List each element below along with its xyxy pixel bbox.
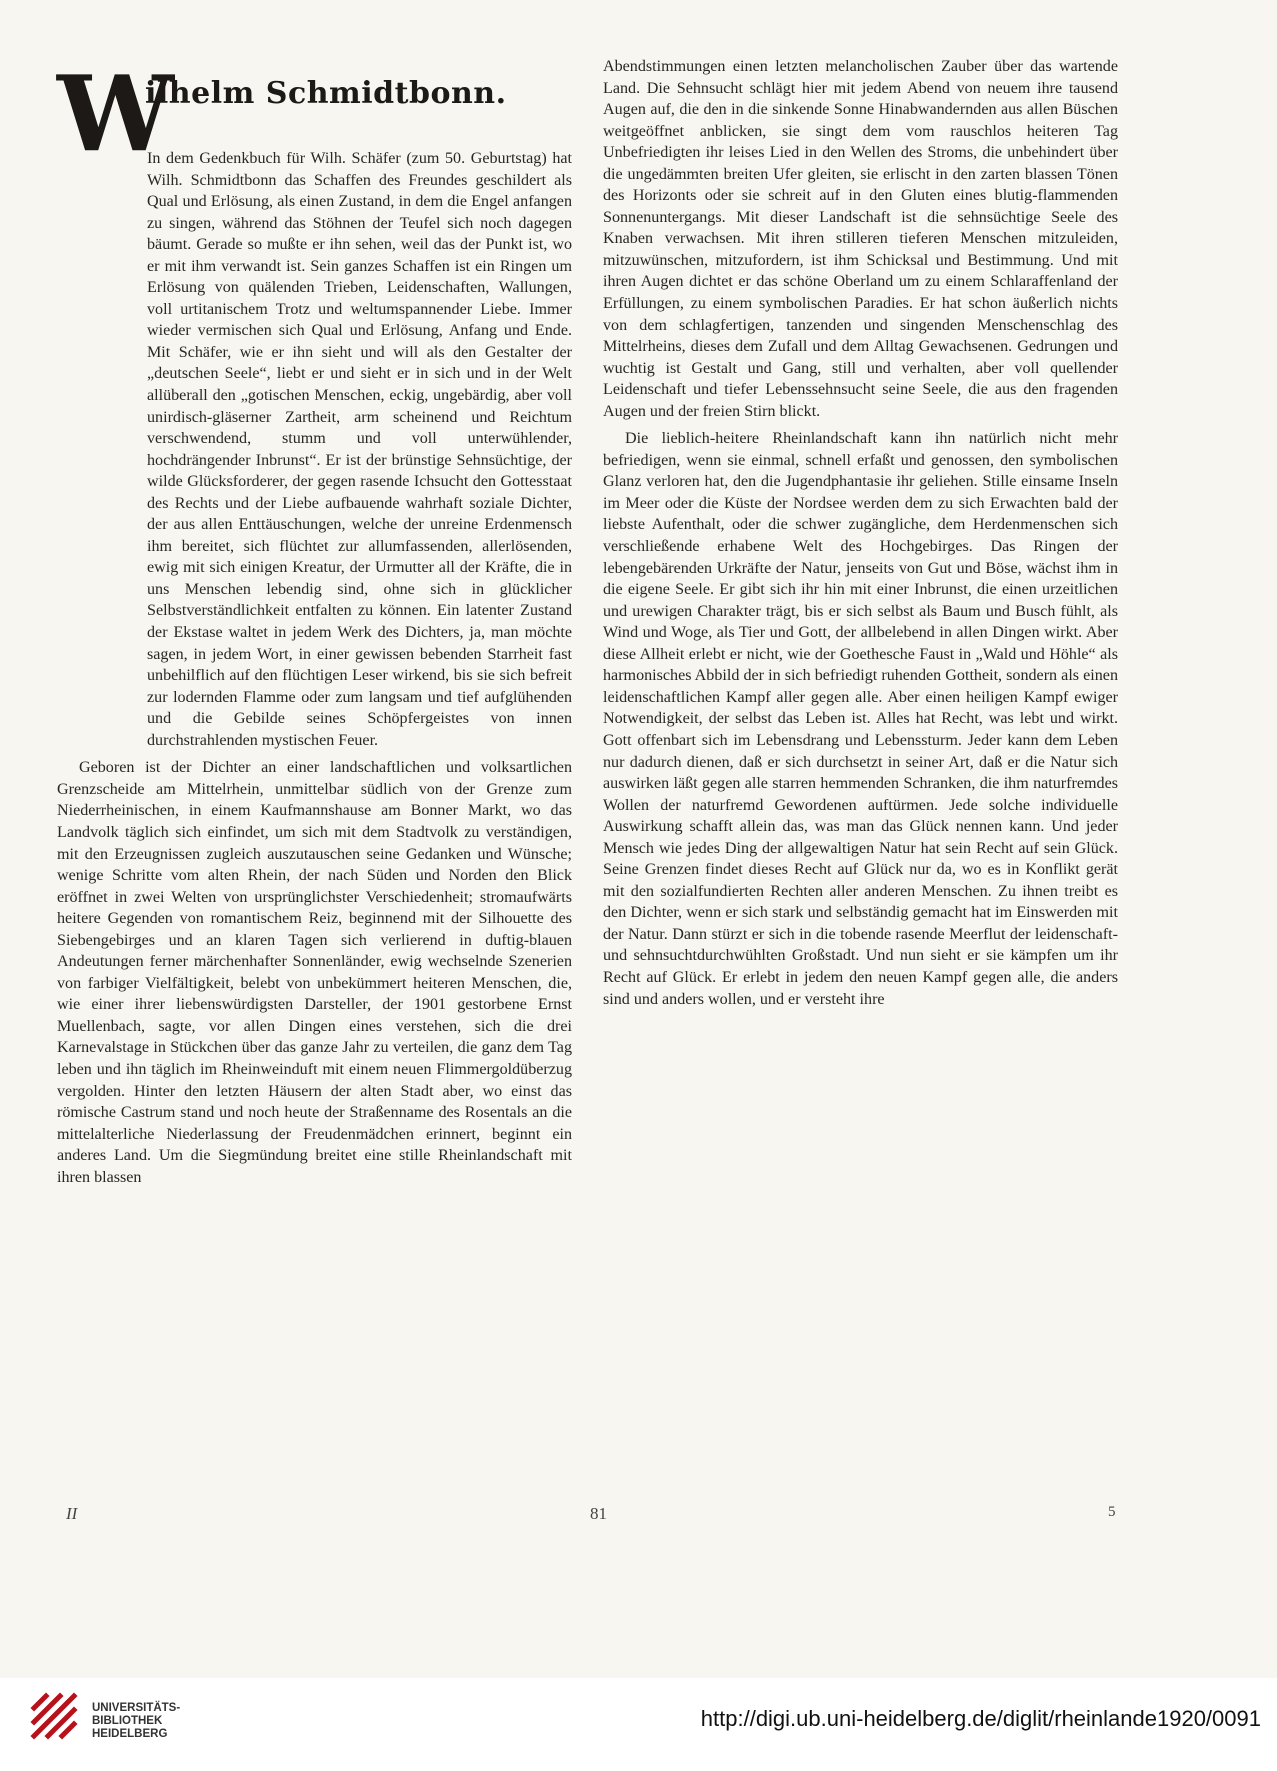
signature-mark: II: [66, 1504, 78, 1523]
library-name-line: HEIDELBERG: [92, 1728, 168, 1740]
left-column: [57, 148, 572, 1188]
dropcap-initial: W: [57, 52, 174, 175]
library-logo-icon: [30, 1692, 80, 1742]
paragraph: Die lieblich-heitere Rheinlandschaft kann ihn natürlich nicht mehr befriedigen, wenn sie einmal, schnell erfaßt und genossen, den symbolischen Glanz verloren hat, den die Jugendphantasie ihr geliehen. Stille einsame Inseln im Meer oder die Küste der Nordsee werden dem zu sich Erwachten bald der liebste Aufenthalt, oder die schwer zugängliche, dem Herdenmenschen sich verschließende erhabene Welt des Hochgebirges. Das Ringen der lebengebärenden Urkräfte der Natur, jenseits von Gut und Böse, wächst ihm in die eigene Seele. Er gibt sich ihr hin mit einer Inbrunst, die einen urzeitlichen und urewigen Charakter trägt, bis er sich selbst als Baum und Busch fühlt, als Wind und Woge, als Tier und Gott, der allbelebend in allen Dingen wirkt. Aber diese Allheit erlebt er nicht, wie der Goethesche Faust in „Wald und Höhle“ als harmonisches Abbild der in sich befriedigt ruhenden Gottheit, sondern als einen leidenschaftlichen Kampf aller gegen alle. Aber einen heiligen Kampf ewiger Notwendigkeit, der selbst das Leben ist. Alles hat Recht, was lebt und wirkt. Gott offenbart sich im Lebensdrang und Lebenssturm. Jeder kann dem Leben nur dadurch dienen, daß er sich durchsetzt in seiner Art, daß er die Natur sich auswirken läßt gegen alle starren hemmenden Schranken, die ihm naturfremdes Wollen der naturfremd Gewordenen auftürmen. Jede solche individuelle Auswirkung schafft allein das, was man das Glück nennen kann. Und jeder Mensch wie jedes Ding der allgewaltigen Natur hat sein Recht auf sein Glück. Seine Grenzen findet dieses Recht auf Glück nur da, wo es in Konflikt gerät mit den sozialfundierten Rechten aller anderen Menschen. Zu ihnen treibt es den Dichter, wenn er sich stark und selbständig gemacht hat im Einswerden mit der Natur. Dann stürzt er sich in die tobende rasende Meerflut der leidenschaft- und sehnsuchtdurchwühlten Großstadt. Und nun sieht er sie kämpfen um ihr Recht auf Glück. Er erlebt in jedem den neuen Kampf gegen alle, die anders sind und anders wollen, und er versteht ihre: [603, 430, 1118, 1008]
right-column: [603, 56, 1118, 1010]
library-footer: [0, 1678, 1277, 1771]
paragraph: Abendstimmungen einen letzten melancholischen Zauber über das wartende Land. Die Sehnsucht schlägt hier mit jedem Abend von neuem ihre tausend Augen auf, die den in die sinkende Sonne Hinabwandernden aus allen Büschen weitgeöffnet anblicken, sie singt dem vom rauschlos heiteren Tag Unbefriedigten ihr leises Lied in den Wellen des Stroms, die unbehindert über die ungedämmten breiten Ufer gleiten, sie erlischt in den zarten blassen Tönen des Horizonts oder sie schreit auf in den Gluten eines blutig-flammenden Sonnenuntergangs. Mit dieser Landschaft ist die sehnsüchtige Seele des Knaben verwachsen. Mit ihren stilleren tieferen Menschen mitzuleiden, mitzuwünschen, mitzufordern, ist ihm Schicksal und Bestimmung. Und mit ihren Augen dichtet er das schöne Oberland um zu einem Schlaraffenland der Erfüllungen, zu einem symbolischen Paradies. Er hat schon äußerlich nichts von dem schlagfertigen, tanzenden und singenden Menschenschlag des Mittelrheins, dieses dem Zufall und dem Alltag Gewachsenen. Gedrungen und wuchtig ist Gestalt und Gang, still und verhalten, aber voll quellender Leidenschaft und tiefer Lebenssehnsucht seine Seele, die aus den fragenden Augen und der freien Stirn blickt.: [603, 58, 1118, 420]
page-title: ilhelm Schmidtbonn.: [145, 76, 507, 111]
library-name-line: BIBLIOTHEK: [92, 1715, 163, 1727]
page-number: 81: [590, 1504, 607, 1523]
sheet-mark: 5: [1108, 1504, 1116, 1520]
article-heading: [57, 52, 572, 175]
paragraph: In dem Gedenkbuch für Wilh. Schäfer (zum 50. Geburtstag) hat Wilh. Schmidtbonn das Schaffen des Freundes geschildert als Qual und Erlösung, als einen Zustand, in dem die Engel anfangen zu singen, während das Stöhnen der Teufel sich noch dagegen bäumt. Gerade so mußte er ihn sehen, weil das der Punkt ist, wo er mit ihm verwandt ist. Sein ganzes Schaffen ist ein Ringen um Erlösung von quälenden Trieben, Leidenschaften, Wallungen, voll urtitanischem Trotz und weltumspannender Liebe. Immer wieder vermischen sich Qual und Erlösung, Anfang und Ende. Mit Schäfer, wie er ihn sieht und will als den Gestalter der „deutschen Seele“, liebt er und sieht er in sich und in der Welt allüberall den „gotischen Menschen, eckig, ungebärdig, aber voll unirdisch-gläserner Zartheit, arm scheinend und Reichtum verschwendend, stumm und voll unterwühlender, hochdrängender Inbrunst“. Er ist der brünstige Sehnsüchtige, der wilde Glücksforderer, der gegen rasende Ichsucht den Gottesstaat des Rechts und der Liebe aufbauende wahrhaft soziale Dichter, der aus allen Enttäuschungen, welche der unreine Erdenmensch ihm bereitet, sich flüchtet zur allumfassenden, allerlösenden, ewig mit sich einigen Kreatur, der Urmutter all der Kräfte, die in uns Menschen lebendig sind, ohne sich in glücklicher Selbstverständlichkeit entfalten zu können. Ein latenter Zustand der Ekstase waltet in jedem Werk des Dichters, ja, man möchte sagen, in jedem Wort, in einer gewissen bebenden Starrheit fast unbehilflich auf den flüchtigen Leser wirkend, bis sie sich befreit zur lodernden Flamme oder zum langsam und tief aufglühenden und die Gebilde seines Schöpfergeistes von innen durchstrahlenden mystischen Feuer.: [147, 150, 572, 749]
paragraph: Geboren ist der Dichter an einer landschaftlichen und volksartlichen Grenzscheide am Mittelrhein, unmittelbar südlich von der Grenze zum Niederrheinischen, in einem Kaufmannshause am Bonner Markt, wo das Landvolk täglich sich einfindet, um sich mit dem Stadtvolk zu verständigen, mit den Erzeugnissen zugleich auszutauschen seine Gedanken und Wünsche; wenige Schritte vom alten Rhein, der nach Süden und Norden den Blick eröffnet in zwei Welten von ursprünglichster Verschiedenheit; stromaufwärts heitere Gegenden von romantischem Reiz, beginnend mit der Silhouette des Siebengebirges und an klaren Tagen sich verlierend in duftig-blauen Andeutungen ferner märchenhafter Sonnenländer, ewig wechselnde Szenerien von farbiger Vielfältigkeit, belebt von unbekümmert heiteren Menschen, die, wie einer ihrer liebenswürdigsten Darsteller, der 1901 gestorbene Ernst Muellenbach, sagte, vor allen Dingen eines verstehen, sich die drei Karnevalstage in Stückchen über das ganze Jahr zu verteilen, die ganz dem Tag leben und ihn täglich im Rheinweinduft mit einem neuen Flimmergoldüberzug vergolden. Hinter den letzten Häusern der alten Stadt aber, wo einst das römische Castrum stand und noch heute der Straßenname des Rosentals an die mittelalterliche Niederlassung der Freudenmädchen erinnert, beginnt ein anderes Land. Um die Siegmündung breitet eine stille Rheinlandschaft mit ihren blassen: [57, 759, 572, 1186]
library-name-line: UNIVERSITÄTS-: [92, 1702, 181, 1714]
library-name: [92, 1702, 180, 1741]
permalink-url[interactable]: http://digi.ub.uni-heidelberg.de/diglit/rheinlande1920/0091: [700, 1706, 1261, 1731]
